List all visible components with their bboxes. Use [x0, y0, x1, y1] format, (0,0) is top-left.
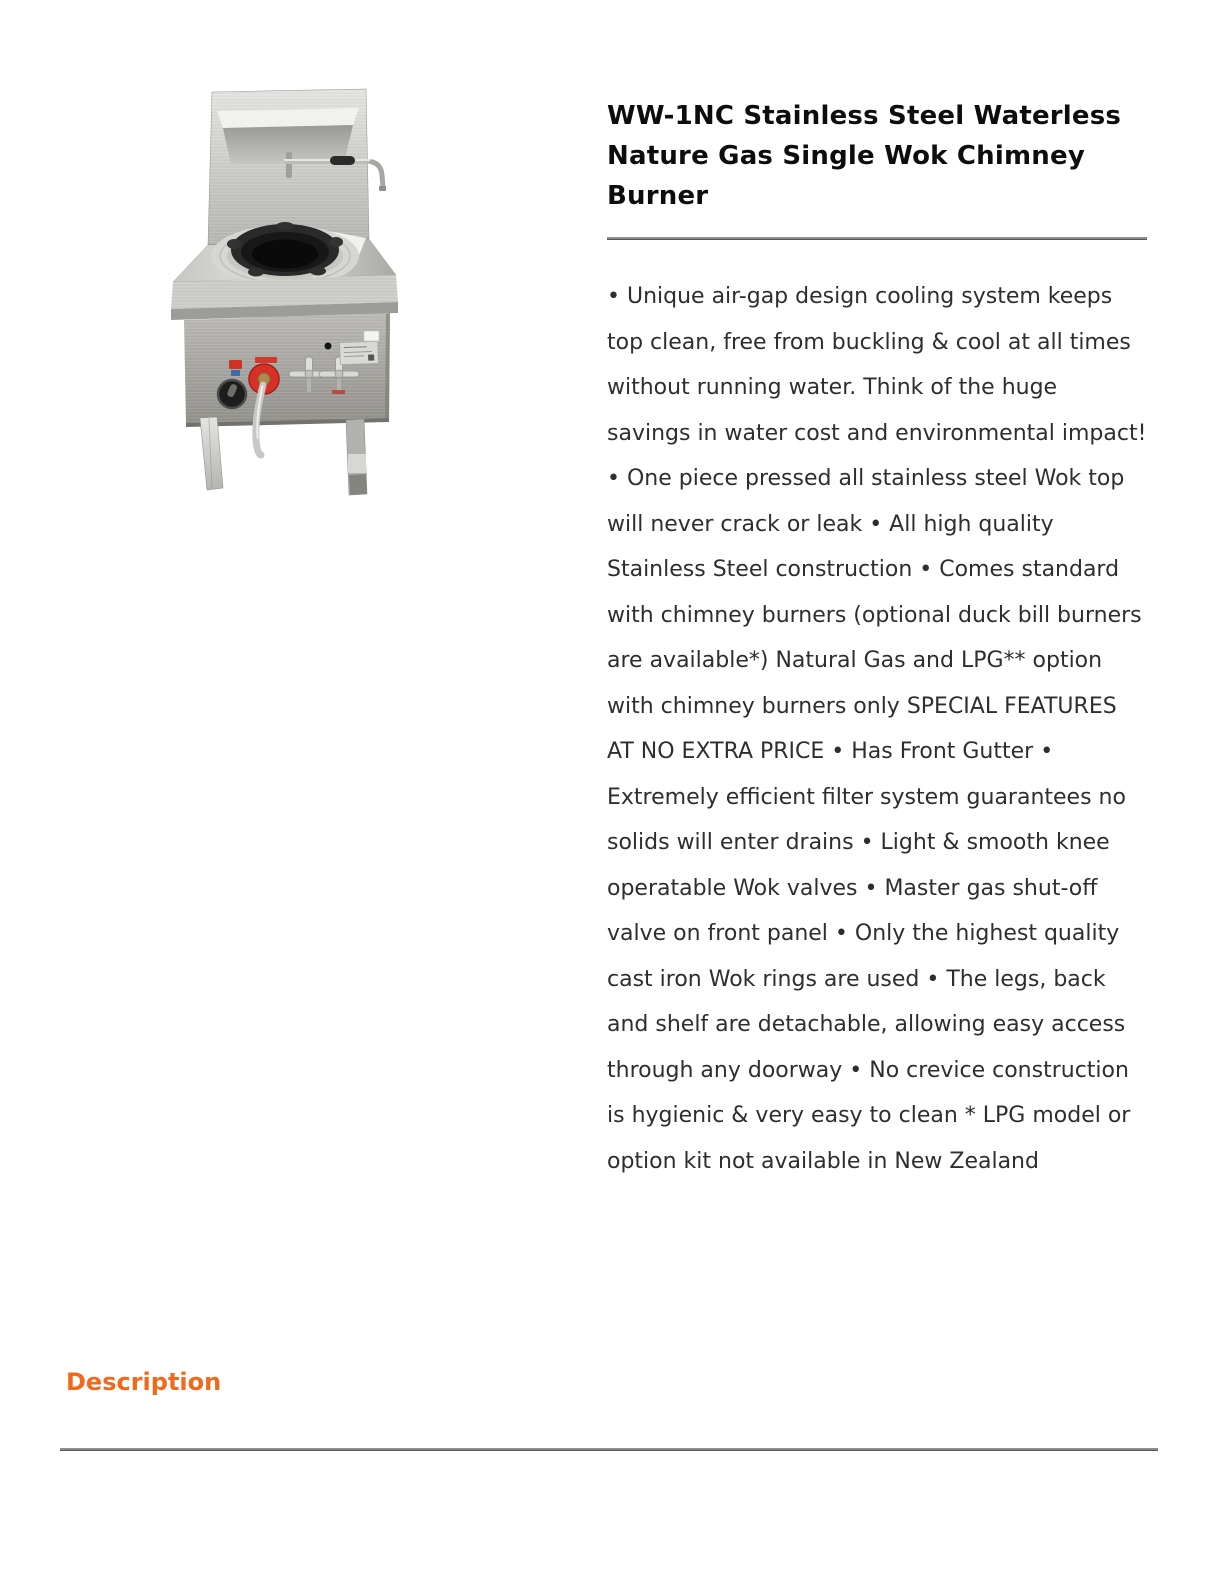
tag-label: [364, 331, 379, 341]
blue-band: [231, 370, 240, 376]
counter-rim: [171, 275, 398, 320]
ignition-knob: [218, 380, 246, 408]
product-title: WW-1NC Stainless Steel Waterless Nature Gas Single Wok Chimney Burner: [607, 101, 1122, 211]
description-tab[interactable]: Description: [66, 1368, 222, 1396]
panel-rivet: [325, 343, 332, 350]
title-divider: [607, 237, 1147, 240]
legs: [200, 417, 367, 495]
product-summary: [607, 96, 1147, 1184]
spec-sticker: [340, 341, 379, 364]
product-description: • Unique air-gap design cooling system keeps top clean, free from buckling & cool at all times without running water. Think of the huge savings in water cost and environmental impact! • One piece pressed all stainless steel Wok top will never crack or leak • All high quality Stainless Steel construction • Comes standard with chimney burners (optional duck bill burners are available*) Natural Gas and LPG** option with chimney burners only SPECIAL FEATURES AT NO EXTRA PRICE • Has Front Gutter • Extremely efficient filter system guarantees no solids will enter drains • Light & smooth knee operatable Wok valves • Master gas shut-off valve on front panel • Only the highest quality cast iron Wok rings are used • The legs, back and shelf are detachable, allowing easy access through any doorway • No crevice construction is hygienic & very easy to clean * LPG model or option kit not available in New Zealand: [607, 284, 1147, 1174]
section-divider: [60, 1448, 1158, 1451]
cabinet-body: [184, 313, 390, 427]
product-image: [160, 78, 410, 498]
wok-burner-illustration: [160, 78, 410, 498]
red-cap: [229, 360, 242, 369]
